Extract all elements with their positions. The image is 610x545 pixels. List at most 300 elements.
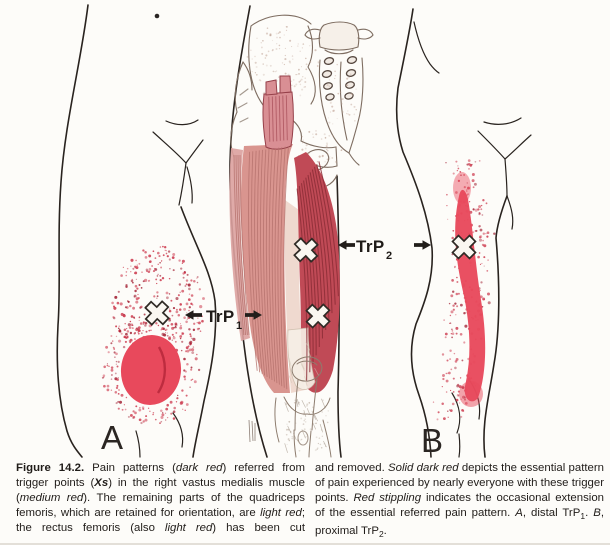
stipple-dot [198, 321, 201, 324]
stipple-dot [348, 76, 350, 78]
stipple-dot [458, 168, 460, 170]
stipple-dot [186, 363, 189, 366]
stipple-dot [103, 385, 106, 388]
knee-crease [136, 431, 140, 457]
stipple-dot [451, 333, 453, 335]
stipple-dot [273, 71, 275, 73]
stipple-dot [266, 33, 268, 35]
stipple-dot [313, 136, 315, 138]
caption-text-segment: Pain patterns ( [84, 462, 176, 474]
stipple-dot [473, 208, 475, 210]
stipple-dot [111, 374, 113, 376]
stipple-dot [202, 297, 205, 300]
stipple-dot [157, 274, 158, 275]
stipple-dot [132, 268, 134, 270]
stipple-dot [111, 302, 114, 305]
stipple-dot [337, 118, 338, 119]
stipple-dot [148, 408, 149, 409]
stipple-dot [139, 284, 141, 286]
stipple-dot [293, 79, 295, 81]
stipple-dot [136, 287, 138, 289]
stipple-dot [304, 86, 306, 88]
stipple-dot [437, 418, 439, 420]
pubic-line [507, 196, 513, 229]
stipple-dot [135, 405, 137, 407]
stipple-dot [254, 56, 255, 57]
hatch-line [307, 408, 310, 414]
stipple-dot [302, 142, 303, 143]
stipple-dot [138, 329, 140, 331]
stipple-dot [189, 306, 191, 308]
stipple-dot [125, 285, 127, 287]
stipple-dot [158, 325, 159, 326]
stipple-dot [332, 123, 333, 124]
trp2-subscript: 2 [386, 250, 393, 262]
stipple-dot [193, 280, 196, 283]
stipple-dot [148, 270, 151, 273]
stipple-dot [127, 268, 129, 270]
stipple-dot [452, 290, 454, 292]
pubic-line [505, 135, 531, 159]
caption-text-segment: . [383, 524, 387, 537]
stipple-dot [124, 323, 126, 325]
stipple-dot [451, 328, 453, 330]
stipple-dot [301, 89, 303, 91]
stipple-dot [295, 83, 297, 85]
stipple-dot [263, 63, 264, 64]
stipple-dot [450, 390, 451, 391]
stipple-dot [346, 78, 348, 80]
stipple-dot [297, 45, 299, 47]
stipple-dot [292, 55, 293, 56]
stipple-dot [298, 81, 300, 83]
stipple-dot [143, 280, 145, 282]
stipple-dot [183, 369, 185, 371]
stipple-dot [322, 155, 324, 157]
stipple-dot [279, 37, 281, 39]
stipple-dot [456, 358, 459, 361]
stipple-dot [276, 43, 277, 44]
stipple-dot [292, 436, 293, 437]
stipple-dot [131, 315, 134, 318]
hatch-line [302, 400, 306, 408]
stipple-dot [110, 342, 112, 344]
stipple-dot [198, 369, 200, 371]
stipple-dot [486, 236, 488, 238]
groin-crease [484, 118, 521, 124]
trp1-label: TrP [206, 307, 235, 326]
stipple-dot [196, 354, 198, 356]
stipple-dot [302, 43, 304, 45]
stipple-dot [276, 48, 278, 50]
stipple-dot [140, 422, 142, 424]
stipple-dot [178, 314, 181, 317]
stipple-dot [179, 335, 182, 338]
trp2-label: TrP [356, 237, 385, 256]
stipple-dot [252, 71, 253, 72]
stipple-dot [453, 173, 455, 175]
stipple-dot [152, 414, 154, 416]
stipple-dot [328, 410, 330, 412]
stipple-dot [186, 303, 189, 306]
stipple-dot [452, 230, 454, 232]
stipple-dot [327, 164, 328, 165]
stipple-dot [303, 423, 305, 425]
view-a-label: A [101, 419, 124, 456]
stipple-dot [308, 131, 310, 133]
stipple-dot [329, 156, 330, 157]
stipple-dot [189, 333, 191, 335]
stipple-dot [136, 297, 139, 300]
stipple-dot [291, 85, 293, 87]
stipple-dot [309, 61, 311, 63]
stipple-dot [186, 395, 188, 397]
stipple-dot [156, 283, 157, 284]
stipple-dot [193, 346, 194, 347]
stipple-dot [332, 110, 334, 112]
stipple-dot [289, 61, 291, 63]
stipple-dot [140, 322, 143, 325]
stipple-dot [251, 58, 253, 60]
stipple-dot [172, 253, 175, 256]
stipple-dot [488, 301, 491, 304]
stipple-dot [166, 292, 169, 295]
stipple-dot [461, 359, 463, 361]
stipple-dot [115, 391, 118, 394]
stipple-dot [180, 402, 183, 405]
stipple-dot [183, 375, 185, 377]
stipple-dot [301, 79, 303, 81]
stipple-dot [122, 409, 124, 411]
iliac-crest-line [414, 22, 439, 73]
stipple-dot [149, 268, 152, 271]
stipple-dot [116, 387, 118, 389]
stipple-dot [128, 323, 131, 326]
stipple-dot [446, 359, 448, 361]
rectus-femoris-stump-tab [280, 76, 291, 93]
stipple-dot [486, 202, 488, 204]
stipple-dot [481, 205, 482, 206]
stipple-dot [300, 439, 302, 441]
stipple-dot [132, 307, 135, 310]
stipple-dot [298, 73, 300, 75]
stipple-dot [289, 440, 290, 441]
stipple-dot [327, 153, 329, 155]
stipple-dot [146, 331, 148, 333]
stipple-dot [303, 139, 304, 140]
stipple-dot [137, 331, 138, 332]
stipple-dot [184, 378, 186, 380]
body-outline-medial [181, 207, 216, 457]
stipple-dot [130, 321, 132, 323]
stipple-dot [347, 113, 349, 115]
stipple-dot [316, 436, 318, 438]
stipple-dot [199, 288, 201, 290]
stipple-dot [171, 323, 174, 326]
stipple-dot [286, 30, 287, 31]
stipple-dot [315, 449, 317, 451]
stipple-dot [159, 422, 161, 424]
artist-signature [249, 420, 255, 442]
stipple-dot [115, 325, 117, 327]
stipple-dot [455, 161, 457, 163]
stipple-dot [356, 109, 357, 110]
stipple-dot [464, 325, 467, 328]
stipple-dot [456, 281, 458, 283]
stipple-dot [160, 421, 162, 423]
stipple-dot [125, 409, 127, 411]
stipple-dot [155, 419, 157, 421]
stipple-dot [481, 263, 482, 264]
stipple-dot [330, 111, 331, 112]
stipple-dot [322, 436, 323, 437]
stipple-dot [442, 374, 445, 377]
rectus-femoris-stump-tab [266, 80, 277, 95]
stipple-dot [191, 348, 194, 351]
stipple-dot [159, 262, 161, 264]
stipple-dot [138, 409, 141, 412]
stipple-dot [165, 332, 166, 333]
stipple-dot [197, 282, 199, 284]
stipple-dot [185, 410, 186, 411]
stipple-dot [461, 409, 464, 412]
stipple-dot [190, 279, 192, 281]
stipple-dot [454, 353, 455, 354]
stipple-dot [180, 323, 181, 324]
stipple-dot [163, 328, 165, 330]
pubic-line [179, 163, 186, 205]
stipple-dot [179, 283, 181, 285]
stipple-dot [460, 377, 461, 378]
stipple-dot [285, 55, 286, 56]
stipple-dot [130, 266, 131, 267]
stipple-dot [145, 322, 147, 324]
stipple-dot [127, 335, 129, 337]
stipple-dot [194, 380, 197, 383]
stipple-dot [157, 275, 159, 277]
stipple-dot [162, 412, 163, 413]
stipple-dot [128, 416, 130, 418]
stipple-dot [191, 367, 193, 369]
stipple-dot [332, 135, 333, 136]
stipple-dot [460, 333, 463, 336]
stipple-dot [451, 279, 454, 282]
stipple-dot [132, 279, 134, 281]
stipple-dot [155, 322, 157, 324]
stipple-dot [172, 340, 173, 341]
stipple-dot [129, 326, 132, 329]
stipple-dot [173, 407, 176, 410]
stipple-dot [449, 350, 451, 352]
stipple-dot [480, 281, 482, 283]
stipple-dot [309, 402, 310, 403]
stipple-dot [188, 288, 191, 291]
rectus-femoris-cut-stump [263, 92, 293, 149]
stipple-dot [143, 321, 145, 323]
stipple-dot [149, 260, 152, 263]
stipple-dot [191, 351, 194, 354]
stipple-dot [188, 283, 191, 286]
stipple-dot [447, 410, 448, 411]
stipple-dot [182, 260, 185, 263]
stipple-dot [167, 325, 169, 327]
stipple-dot [182, 409, 183, 410]
stipple-dot [183, 277, 185, 279]
stipple-dot [442, 378, 444, 380]
stipple-dot [441, 403, 444, 406]
stipple-dot [480, 290, 481, 291]
caption-text-segment: ) has been cut [212, 521, 306, 534]
stipple-dot [452, 403, 455, 406]
stipple-dot [178, 259, 180, 261]
stipple-dot [108, 366, 109, 367]
stipple-dot [176, 309, 178, 311]
stipple-dot [484, 266, 485, 267]
stipple-dot [282, 62, 283, 63]
stipple-dot [195, 357, 198, 360]
stipple-dot [324, 133, 326, 135]
stipple-dot [301, 149, 303, 151]
stipple-dot [119, 329, 121, 331]
pubic-line [153, 132, 186, 163]
caption-text-segment: and removed. [315, 462, 389, 474]
stipple-dot [160, 246, 162, 248]
stipple-dot [351, 93, 353, 95]
stipple-dot [317, 161, 318, 162]
knee-crease [452, 393, 460, 433]
pain-streak-fade-bottom [459, 381, 483, 407]
stipple-dot [262, 40, 264, 42]
stipple-dot [433, 401, 434, 402]
stipple-dot [107, 389, 110, 392]
stipple-dot [354, 120, 355, 121]
stipple-dot [141, 332, 143, 334]
stipple-dot [446, 205, 447, 206]
stipple-dot [485, 233, 486, 234]
stipple-dot [319, 156, 321, 158]
stipple-dot [189, 386, 191, 388]
stipple-dot [134, 318, 135, 319]
stipple-dot [328, 158, 330, 160]
stipple-dot [451, 310, 454, 313]
stipple-dot [350, 74, 351, 75]
stipple-dot [134, 333, 136, 335]
body-outline-lateral [397, 9, 433, 457]
caption-text-segment: Figure 14.2. [16, 462, 85, 474]
stipple-dot [329, 79, 330, 80]
stipple-dot [167, 255, 169, 257]
stipple-dot [326, 146, 328, 148]
stipple-dot [287, 444, 288, 445]
stipple-dot [176, 397, 178, 399]
stipple-dot [138, 326, 141, 329]
stipple-dot [463, 341, 465, 343]
stipple-dot [306, 63, 308, 65]
stipple-dot [125, 333, 128, 336]
stipple-dot [167, 335, 169, 337]
stipple-dot [276, 37, 278, 39]
stipple-dot [105, 346, 108, 349]
stipple-dot [266, 64, 268, 66]
stipple-dot [188, 298, 191, 301]
stipple-dot [310, 428, 312, 430]
stipple-dot [482, 214, 484, 216]
stipple-dot [289, 40, 291, 42]
stipple-dot [193, 329, 195, 331]
stipple-dot [132, 417, 134, 419]
stipple-dot [139, 407, 140, 408]
stipple-dot [291, 437, 293, 439]
stipple-dot [270, 35, 271, 36]
stipple-dot [153, 250, 155, 252]
stipple-dot [136, 279, 137, 280]
stipple-dot [454, 302, 456, 304]
stipple-dot [445, 333, 448, 336]
stipple-dot [300, 417, 302, 419]
stipple-dot [291, 46, 292, 47]
stipple-dot [180, 267, 182, 269]
caption-text-segment: B [593, 506, 601, 519]
stipple-dot [329, 85, 331, 87]
stipple-dot [334, 78, 335, 79]
stipple-dot [447, 373, 448, 374]
stipple-dot [112, 340, 113, 341]
stipple-dot [460, 416, 462, 418]
caption-text-segment: Solid dark red [388, 462, 459, 474]
stipple-dot [312, 407, 313, 408]
stipple-dot [472, 173, 475, 176]
stipple-dot [193, 323, 195, 325]
caption-text-segment: light red [260, 506, 302, 519]
stipple-dot [315, 130, 317, 132]
stipple-dot [169, 310, 172, 313]
stipple-dot [181, 389, 183, 391]
view-a-anterior-leg [57, 5, 215, 457]
stipple-dot [451, 237, 454, 240]
stipple-dot [263, 74, 265, 76]
stipple-dot [456, 293, 459, 296]
stipple-dot [306, 405, 308, 407]
stipple-dot [111, 389, 112, 390]
stipple-dot [456, 333, 458, 335]
stipple-dot [130, 414, 133, 417]
caption-text-segment: Xs [94, 476, 109, 489]
stipple-dot [132, 410, 134, 412]
stipple-dot [179, 327, 182, 330]
stipple-dot [107, 365, 109, 367]
stipple-dot [292, 58, 293, 59]
stipple-dot [146, 270, 148, 272]
stipple-dot [156, 291, 158, 293]
stipple-dot [286, 434, 288, 436]
stipple-dot [186, 346, 189, 349]
stipple-dot [192, 304, 193, 305]
stipple-dot [134, 273, 135, 274]
stipple-dot [175, 332, 177, 334]
stipple-dot [113, 307, 116, 310]
stipple-dot [449, 358, 451, 360]
stipple-dot [148, 280, 150, 282]
stipple-dot [317, 447, 319, 449]
stipple-dot [166, 404, 169, 407]
stipple-dot [255, 62, 257, 64]
view-b-label: B [421, 422, 444, 458]
stipple-dot [179, 303, 182, 306]
stipple-dot [181, 290, 184, 293]
stipple-dot [144, 313, 146, 315]
stipple-dot [183, 308, 186, 311]
stipple-dot [139, 418, 142, 421]
